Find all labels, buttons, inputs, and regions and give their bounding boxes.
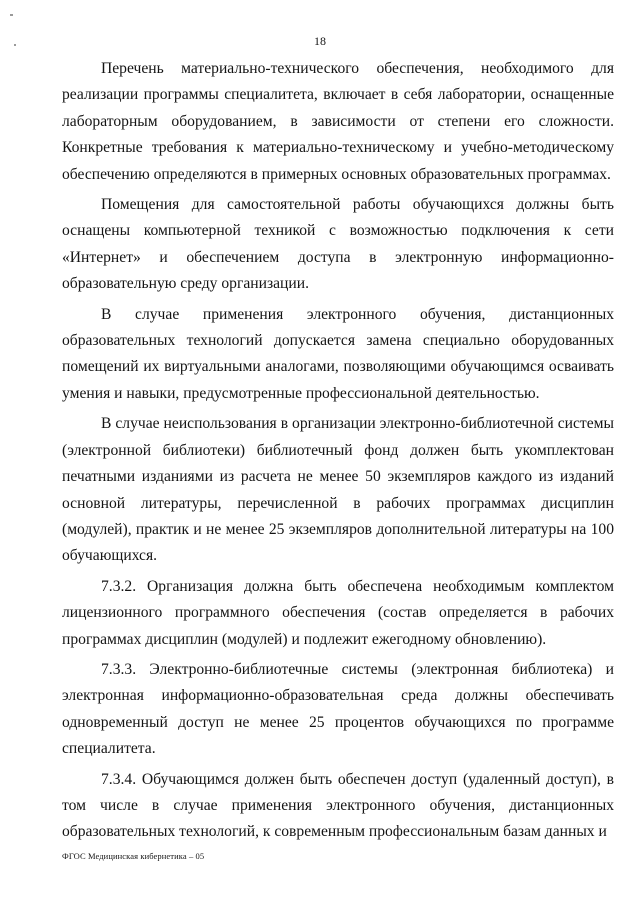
paragraph-equipment-list: Перечень материально-технического обеспечения, необходимого для реализации программы специалитета, включает в себя лаборатории, оснащенные лабораторным оборудованием, в зависимости от степени его сложности. Конкретные требования к материально-техническому и учебно-методическому обеспечению определяются в примерных основных образовательных программах. bbox=[62, 60, 614, 183]
paragraph-7-3-3: 7.3.3. Электронно-библиотечные системы (электронная библиотека) и электронная информационно-образовательная среда должны обеспечивать одновременный доступ не менее 25 процентов обучающихся по программе специалитета. bbox=[62, 660, 614, 758]
paragraph-7-3-4: 7.3.4. Обучающимся должен быть обеспечен доступ (удаленный доступ), в том числе в случае применения электронного обучения, дистанционных образовательных технологий, к современным профессиональным базам данных и bbox=[62, 770, 614, 841]
footer-text: ФГОС Медицинская кибернетика – 05 bbox=[62, 851, 205, 861]
paragraph-7-3-2: 7.3.2. Организация должна быть обеспечена необходимым комплектом лицензионного программного обеспечения (состав определяется в рабочих программах дисциплин (модулей) и подлежит ежегодному обновлению). bbox=[62, 577, 614, 648]
paragraph-library-fund: В случае неиспользования в организации электронно-библиотечной системы (электронной библиотеки) библиотечный фонд должен быть укомплектован печатными изданиями из расчета не менее 50 экземпляров каждого из изданий основной литературы, перечисленной в рабочих программах дисциплин (модулей), практик и не менее 25 экземпляров дополнительной литературы на 100 обучающихся. bbox=[62, 415, 614, 565]
page-number: 18 bbox=[314, 34, 326, 48]
body-text bbox=[62, 56, 614, 850]
paragraph-virtual-analogs: В случае применения электронного обучения, дистанционных образовательных технологий допускается замена специально оборудованных помещений их виртуальными аналогами, позволяющими обучающимся осваивать умения и навыки, предусмотренные профессиональной деятельностью. bbox=[62, 305, 614, 402]
scan-mark bbox=[10, 14, 13, 16]
paragraph-self-study-rooms: Помещения для самостоятельной работы обучающихся должны быть оснащены компьютерной техникой с возможностью подключения к сети «Интернет» и обеспечением доступа в электронную информационно-образовательную среду организации. bbox=[62, 196, 614, 293]
